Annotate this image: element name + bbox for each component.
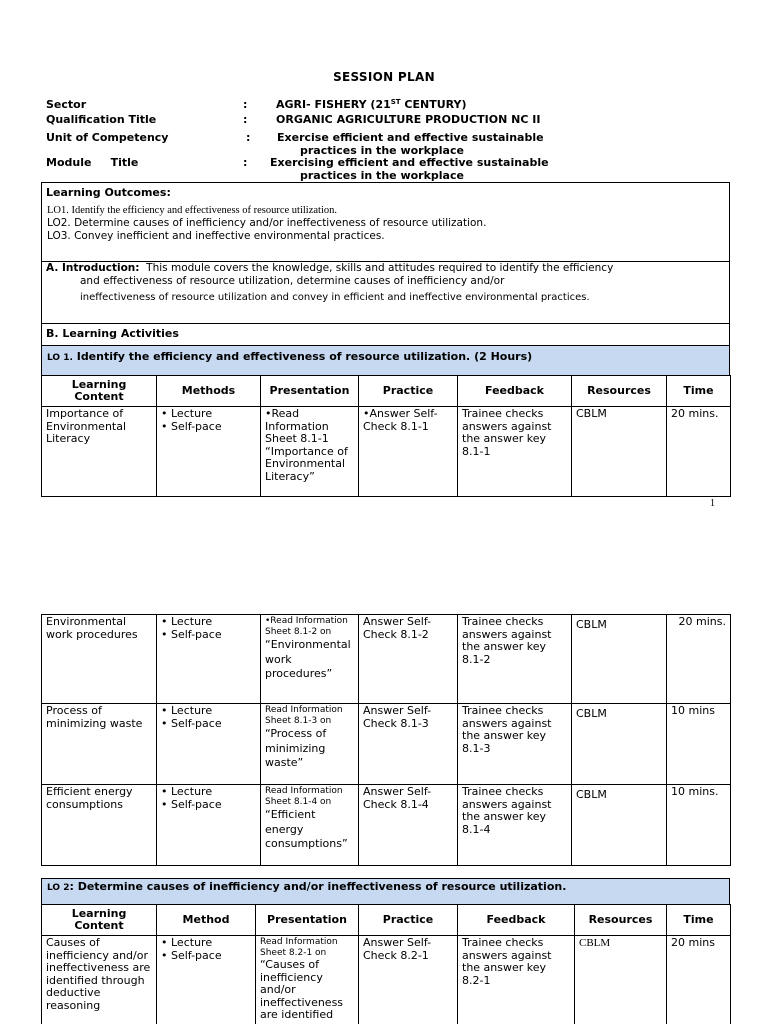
table-row (42, 785, 731, 866)
methods-cell: • Lecture • Self-pace (157, 407, 261, 497)
learning-content-cell: Environmental work procedures (42, 615, 157, 704)
learning-outcomes-heading: Learning Outcomes: (46, 186, 171, 199)
practice-cell: Answer Self-Check 8.1-2 (359, 615, 458, 704)
column-header: Presentation (261, 376, 359, 407)
learning-content-cell: Causes of inefficiency and/or ineffectiveness are identified through deductive reasoning (42, 936, 157, 1024)
column-header: Practice (359, 376, 458, 407)
learning-content-cell: Process of minimizing waste (42, 704, 157, 785)
column-header: Resources (572, 376, 667, 407)
time-cell: 10 mins (667, 704, 731, 785)
sector-value: AGRI- FISHERY (21ST CENTURY) (276, 98, 467, 111)
lo2-table (41, 904, 731, 1024)
feedback-cell: Trainee checks answers against the answer key 8.2-1 (458, 936, 575, 1024)
time-cell: 10 mins. (667, 785, 731, 866)
resources-cell: CBLM (572, 615, 667, 704)
table-header-row (42, 905, 731, 936)
resources-cell: CBLM (572, 704, 667, 785)
practice-cell: Answer Self-Check 8.1-3 (359, 704, 458, 785)
time-cell: 20 mins. (667, 407, 731, 497)
presentation-cell: Read Information Sheet 8.1-3 on “Process of minimizing waste” (261, 704, 359, 785)
column-header: Method (157, 905, 256, 936)
resources-cell: CBLM (572, 785, 667, 866)
column-header: Time (667, 376, 731, 407)
learning-outcomes-box (41, 182, 730, 262)
introduction-text: and effectiveness of resource utilization, determine causes of inefficiency and/or (80, 275, 505, 287)
learning-activities-box (41, 323, 730, 346)
column-header: Learning Content (42, 376, 157, 407)
page-2 (0, 600, 768, 1024)
presentation-cell: Read Information Sheet 8.2-1 on “Causes of inefficiency and/or ineffectiveness are identified (256, 936, 359, 1024)
lo1-continued-table (41, 614, 731, 866)
document-title: SESSION PLAN (333, 70, 435, 84)
introduction-label: A. Introduction: (46, 262, 140, 274)
methods-cell: • Lecture • Self-pace (157, 936, 256, 1024)
introduction-box (41, 261, 730, 324)
practice-cell: Answer Self-Check 8.2-1 (359, 936, 458, 1024)
time-cell: 20 mins. (667, 615, 731, 704)
learning-content-cell: Efficient energy consumptions (42, 785, 157, 866)
introduction-text: This module covers the knowledge, skills and attitudes required to identify the efficiency (146, 262, 614, 274)
lo1-table (41, 375, 731, 497)
column-header: Feedback (458, 376, 572, 407)
learning-outcome-item: LO3. Convey inefficient and ineffective environmental practices. (47, 230, 385, 242)
lo2-heading: LO 2: Determine causes of inefficiency and/or ineffectiveness of resource utilization. (41, 878, 730, 905)
table-row (42, 704, 731, 785)
page-number: 1 (710, 498, 715, 509)
feedback-cell: Trainee checks answers against the answer key 8.1-4 (458, 785, 572, 866)
practice-cell: •Answer Self-Check 8.1-1 (359, 407, 458, 497)
column-header: Practice (359, 905, 458, 936)
column-header: Time (667, 905, 731, 936)
learning-outcome-item: LO1. Identify the efficiency and effectiveness of resource utilization. (47, 205, 337, 216)
column-header: Methods (157, 376, 261, 407)
feedback-cell: Trainee checks answers against the answer key 8.1-1 (458, 407, 572, 497)
methods-cell: • Lecture • Self-pace (157, 615, 261, 704)
table-row (42, 407, 731, 497)
presentation-cell: •Read Information Sheet 8.1-1 “Importance of Environmental Literacy” (261, 407, 359, 497)
feedback-cell: Trainee checks answers against the answer key 8.1-3 (458, 704, 572, 785)
resources-cell: CBLM (572, 407, 667, 497)
column-header: Presentation (256, 905, 359, 936)
time-cell: 20 mins (667, 936, 731, 1024)
table-row (42, 615, 731, 704)
lo1-heading: LO 1. Identify the efficiency and effectiveness of resource utilization. (2 Hours) (41, 345, 730, 376)
feedback-cell: Trainee checks answers against the answer key 8.1-2 (458, 615, 572, 704)
column-header: Learning Content (42, 905, 157, 936)
page-1: SESSION PLAN Sector : AGRI- FISHERY (21ST CENTURY) Qualification Title : ORGANIC AGRICULTURE PRODUCTION NC II Unit of Competency : Exercise efficient and effective sustainable practices in the workplace Module Title : Exercising efficient and effective sustainable practices in the workplace Learning Outcomes: LO1. Identify the efficiency and effectiveness of resource utilization. LO2. Determine causes of inefficiency and/or ineffectiveness of resource utilization. LO3. Convey inefficient and ineffective environmental practices. A. Introduction: This module covers the knowledge, skills and attitudes required to identify the efficiency and effectiveness of resource utilization, determine causes of inefficiency and/or ineffectiveness of resource utilization and convey in efficient and ineffective environmental practices. B. Learning Activities LO 1. Identify the efficiency and effectiveness of resource utilization. (2 Hours) Learning Content Methods Presentation Practice Feedback Resources Time Importance of Environmental Literacy • Lecture • Self-pace •Read Information Sheet 8.1-1 “Importance of Environmental Literacy” •Answer Self-Check 8.1-1 Trainee checks answers against the answer key 8.1-1 CBLM 20 mins. 1 (0, 0, 768, 520)
presentation-cell: Read Information Sheet 8.1-4 on “Efficient energy consumptions” (261, 785, 359, 866)
introduction-text: ineffectiveness of resource utilization and convey in efficient and ineffective environmental practices. (80, 292, 590, 303)
practice-cell: Answer Self-Check 8.1-4 (359, 785, 458, 866)
learning-outcome-item: LO2. Determine causes of inefficiency and/or ineffectiveness of resource utilization. (47, 217, 487, 229)
learning-activities-heading: B. Learning Activities (46, 327, 179, 340)
presentation-cell: •Read Information Sheet 8.1-2 on “Environmental work procedures” (261, 615, 359, 704)
table-row (42, 936, 731, 1024)
methods-cell: • Lecture • Self-pace (157, 785, 261, 866)
column-header: Feedback (458, 905, 575, 936)
resources-cell: CBLM (575, 936, 667, 1024)
column-header: Resources (575, 905, 667, 936)
learning-content-cell: Importance of Environmental Literacy (42, 407, 157, 497)
methods-cell: • Lecture • Self-pace (157, 704, 261, 785)
table-header-row (42, 376, 731, 407)
